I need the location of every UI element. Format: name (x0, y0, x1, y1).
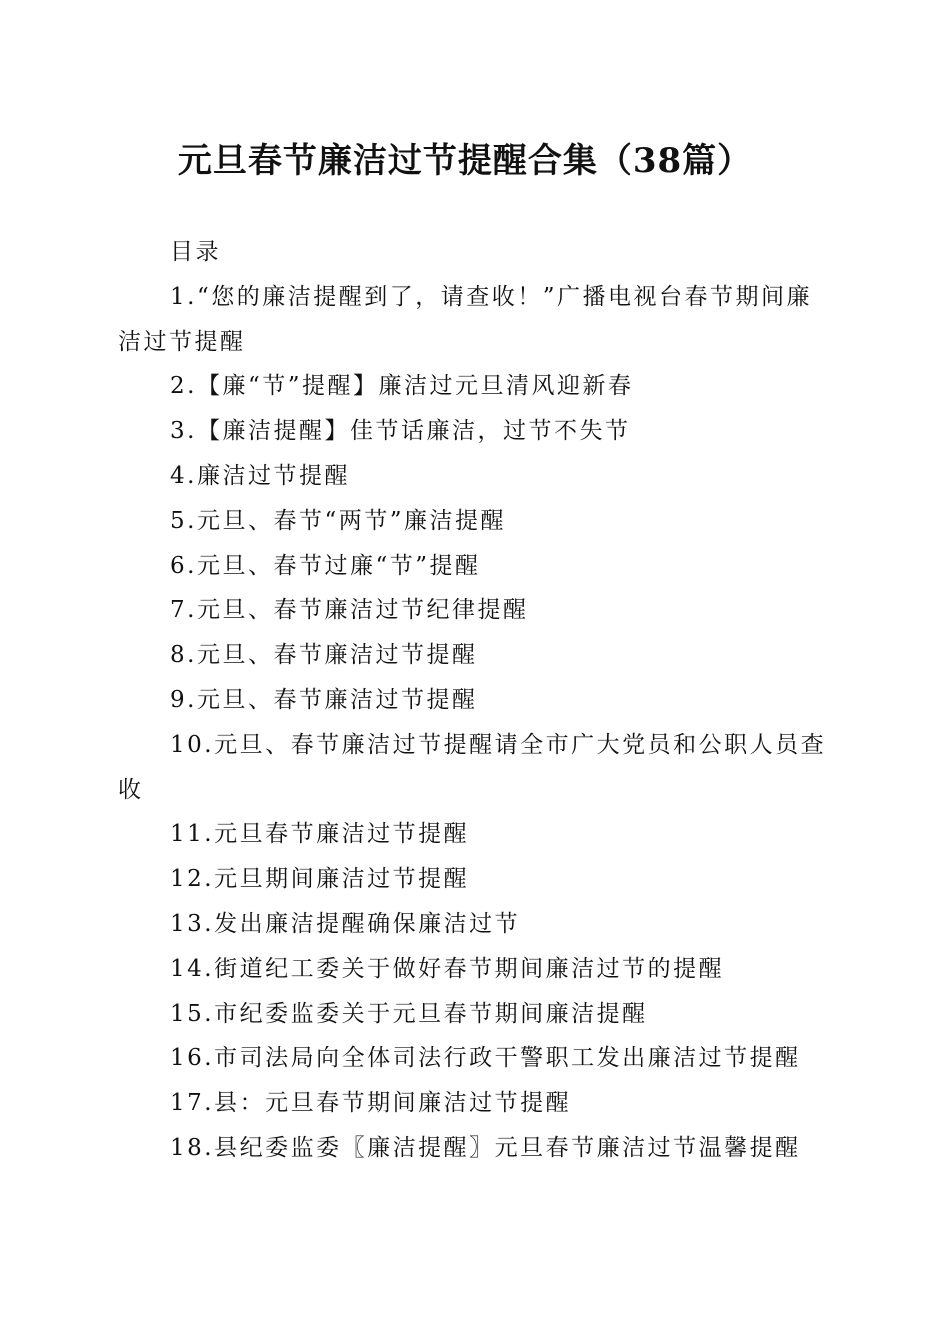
toc-item: 10.元旦、春节廉洁过节提醒请全市广大党员和公职人员查收 (118, 731, 827, 803)
document-title: 元旦春节廉洁过节提醒合集（38篇） (177, 141, 753, 181)
toc-item: 2.【廉“节”提醒】廉洁过元旦清风迎新春 (170, 373, 634, 400)
toc-item: 12.元旦期间廉洁过节提醒 (170, 866, 470, 893)
table-of-contents (118, 230, 830, 1171)
toc-item: 6.元旦、春节过廉“节”提醒 (170, 552, 481, 579)
toc-item: 18.县纪委监委〖廉洁提醒〗元旦春节廉洁过节温馨提醒 (170, 1134, 801, 1161)
toc-item: 14.街道纪工委关于做好春节期间廉洁过节的提醒 (170, 955, 725, 982)
toc-item: 4.廉洁过节提醒 (170, 462, 350, 489)
toc-item: 1.“您的廉洁提醒到了，请查收！”广播电视台春节期间廉洁过节提醒 (118, 283, 812, 355)
toc-item: 11.元旦春节廉洁过节提醒 (170, 821, 470, 848)
toc-item: 16.市司法局向全体司法行政干警职工发出廉洁过节提醒 (170, 1045, 801, 1072)
toc-item: 17.县：元旦春节期间廉洁过节提醒 (170, 1090, 572, 1117)
toc-item: 15.市纪委监委关于元旦春节期间廉洁提醒 (170, 1000, 648, 1027)
toc-item: 9.元旦、春节廉洁过节提醒 (170, 686, 478, 713)
toc-item: 5.元旦、春节“两节”廉洁提醒 (170, 507, 506, 534)
toc-item: 13.发出廉洁提醒确保廉洁过节 (170, 910, 521, 937)
toc-heading: 目录 (170, 239, 221, 265)
toc-item: 7.元旦、春节廉洁过节纪律提醒 (170, 597, 529, 624)
toc-item: 3.【廉洁提醒】佳节话廉洁，过节不失节 (170, 418, 631, 445)
toc-item: 8.元旦、春节廉洁过节提醒 (170, 642, 478, 669)
